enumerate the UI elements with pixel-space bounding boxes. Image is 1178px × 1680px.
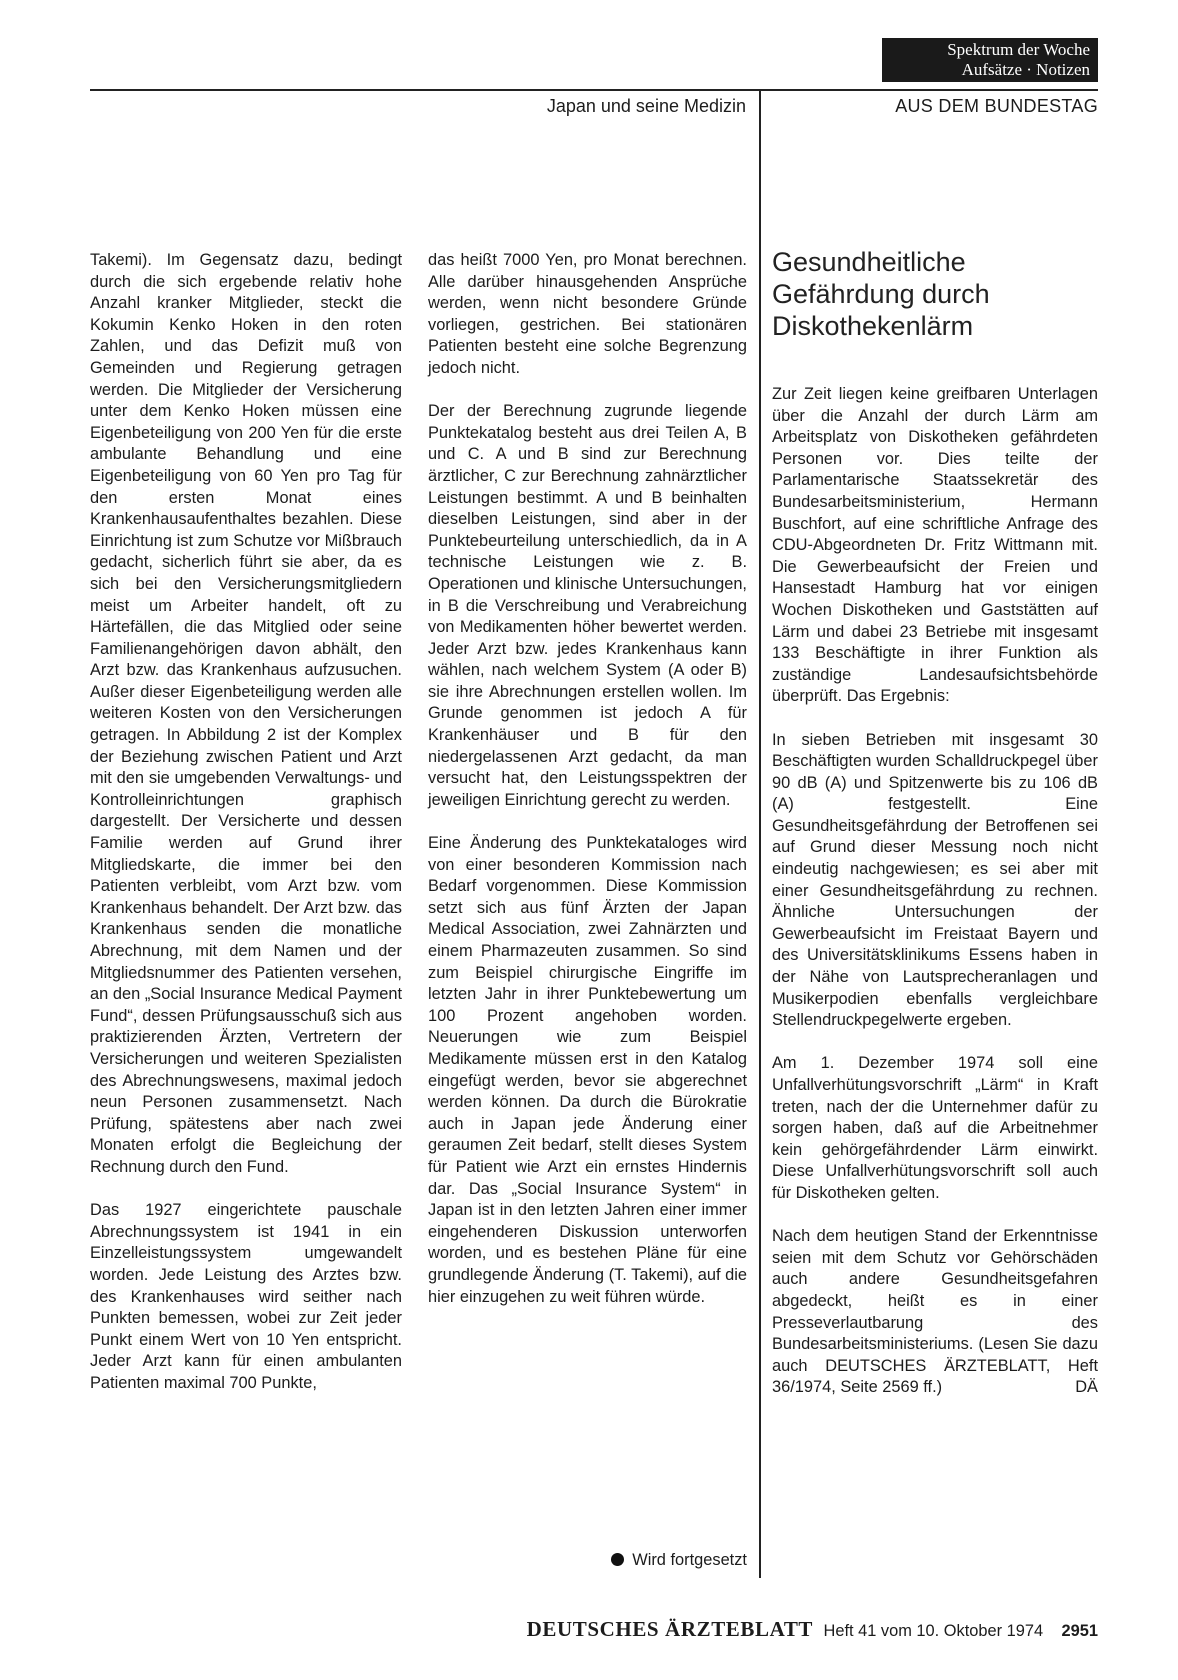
masthead: DEUTSCHES ÄRZTEBLATT [526,1617,814,1641]
author-signature: DÄ [1075,1378,1098,1397]
running-head-left: Japan und seine Medizin [546,96,746,116]
badge-line1: Spektrum der Woche [947,40,1090,59]
paragraph: In sieben Betrieben mit insgesamt 30 Beschäftigten wurden Schalldruckpegel über 90 dB (A) und Spitzenwerte bis zu 106 dB (A) festgestellt. Eine Gesundheitsgefährdung der Betroffenen sei auf Grund dieser Messung noch nicht eindeutig nachgewiesen; es sei aber mit einer Gesundheitsgefährdung zu rechnen. Ähnliche Untersuchungen der Gewerbeaufsicht im Freistaat Bayern und des Universitätsklinikums Essens haben in der Nähe von Lautsprecheranlagen und Musikerpodien ebenfalls vergleichbare Stellendruckpegelwerte ergeben. [772,730,1098,1030]
article-column-2 [428,250,747,1330]
bullet-dot-icon [611,1553,624,1566]
column-divider [759,90,761,1578]
issue-info: Heft 41 vom 10. Oktober 1974 [823,1622,1044,1640]
page-footer [440,1617,1098,1642]
article-column-3 [772,384,1098,1421]
article-title [772,246,1098,342]
paragraph: Takemi). Im Gegensatz dazu, bedingt durch die sich ergebende relativ hohe Anzahl kranker Mitglieder, steckt die Kokumin Kenko Hoken in den roten Zahlen, und das Defizit muß von Gemeinden und Regierung getragen werden. Die Mitglieder der Versicherung unter dem Kenko Hoken müssen eine Eigenbeteiligung von 200 Yen für die erste ambulante Behandlung und eine Eigenbeteiligung von 60 Yen pro Tag für den ersten Monat eines Krankenhausaufenthaltes bezahlen. Diese Einrichtung ist zum Schutze vor Mißbrauch gedacht, sicherlich führt sie aber, da es sich bei den Versicherungsmitgliedern meist um Arbeiter handelt, oft zu Härtefällen, die das Mitglied oder seine Familienangehörigen davon abhält, den Arzt bzw. das Krankenhaus aufzusuchen. Außer dieser Eigenbeteiligung werden alle weiteren Kosten von den Versicherungen getragen. In Abbildung 2 ist der Komplex der Beziehung zwischen Patient und Arzt mit den sie umgebenden Verwaltungs- und Kontrolleinrichtungen graphisch dargestellt. Der Versicherte und dessen Familie werden auf Grund ihrer Mitgliedskarte, die immer bei den Patienten verbleibt, vom Arzt bzw. vom Krankenhaus behandelt. Der Arzt bzw. das Krankenhaus senden die monatliche Abrechnung, mit dem Namen und der Mitgliedsnummer des Patienten versehen, an den „Social Insurance Medical Payment Fund“, dessen Prüfungsausschuß sich aus praktizierenden Ärzten, Vertretern der Versicherungen und weiteren Spezialisten des Abrechnungswesens, maximal jedoch neun Personen zusammensetzt. Nach Prüfung, spätestens aber nach zwei Monaten erfolgt die Begleichung der Rechnung durch den Fund. [90,251,402,1176]
paragraph: Eine Änderung des Punktekataloges wird von einer besonderen Kommission nach Bedarf vorgenommen. Diese Kommission setzt sich aus fünf Ärzten der Japan Medical Association, zwei Zahnärzten und einem Pharmazeuten zusammen. So sind zum Beispiel chirurgische Eingriffe im letzten Jahr in ihrer Punktebewertung um 100 Prozent angehoben worden. Neuerungen wie zum Beispiel Medikamente müssen erst in den Katalog eingefügt werden, bevor sie abgerechnet werden können. Da durch die Bürokratie auch in Japan jede Änderung einer geraumen Zeit bedarf, stellt dieses System für Patient wie Arzt ein ernstes Hindernis dar. Das „Social Insurance System“ in Japan ist in den letzten Jahren einer immer eingehenderen Diskussion unterworfen worden, und es bestehen Pläne für eine grundlegende Änderung (T. Takemi), auf die hier einzugehen zu weit führen würde. [428,834,747,1306]
paragraph: Der der Berechnung zugrunde liegende Punktekatalog besteht aus drei Teilen A, B und C. A und B sind zur Berechnung ärztlicher, C zur Berechnung zahnärztlicher Leistungen bestimmt. A und B beinhalten dieselben Leistungen, sind aber in der Punktebeurteilung unterschiedlich, da in A technische Leistungen wie z. B. Operationen und klinische Untersuchungen, in B die Verschreibung und Verabreichung von Medikamenten höher bewertet werden. Jeder Arzt bzw. jedes Krankenhaus kann wählen, nach welchem System (A oder B) sie ihre Abrechnungen erstellen wollen. Im Grunde genommen ist jedoch A für Krankenhäuser und B für den niedergelassenen Arzt gedacht, da man versucht hat, den Leistungsspektren der jeweiligen Einrichtung gerecht zu werden. [428,402,747,809]
paragraph: Am 1. Dezember 1974 soll eine Unfallverhütungsvorschrift „Lärm“ in Kraft treten, nach der die Unternehmer dafür zu sorgen haben, daß auf die Arbeitnehmer kein gehörgefährdender Lärm einwirkt. Diese Unfallverhütungsvorschrift soll auch für Diskotheken gelten. [772,1054,1098,1202]
paragraph: Zur Zeit liegen keine greifbaren Unterlagen über die Anzahl der durch Lärm am Arbeitsplatz von Diskotheken gefährdeten Personen vor. Dies teilte der Parlamentarische Staatssekretär des Bundesarbeitsministerium, Hermann Buschfort, auf eine schriftliche Anfrage des CDU-Abgeordneten Dr. Fritz Wittmann mit. Die Gewerbeaufsicht der Freien und Hansestadt Hamburg hat vor einigen Wochen Diskotheken und Gaststätten auf Lärm und dabei 23 Betriebe mit insgesamt 133 Beschäftigte in ihrer Funktion als zuständige Landesaufsichtsbehörde überprüft. Das Ergebnis: [772,385,1098,706]
title-line: Gesundheitliche [772,247,966,277]
continued-label: Wird fortgesetzt [632,1551,747,1569]
section-badge [882,38,1098,82]
paragraph: das heißt 7000 Yen, pro Monat berechnen. Alle darüber hinausgehenden Ansprüche werden, wenn nicht besondere Gründe vorliegen, gestrichen. Bei stationären Patienten besteht eine solche Begrenzung jedoch nicht. [428,251,747,377]
title-line: Diskothekenlärm [772,311,974,341]
page-number: 2951 [1061,1622,1098,1640]
header-rule [90,89,1098,91]
paragraph-text: Nach dem heutigen Stand der Erkenntnisse seien mit dem Schutz vor Gehörschäden auch andere Gesundheitsgefahren abgedeckt, heißt es in einer Presseverlautbarung des Bundesarbeitsministeriums. (Lesen Sie dazu auch DEUTSCHES ÄRZTEBLATT, Heft 36/1974, Seite 2569 ff.) [772,1227,1098,1397]
continued-note [575,1551,747,1570]
badge-line2: Aufsätze · Notizen [961,60,1090,79]
title-line: Gefährdung durch [772,279,990,309]
paragraph [772,1226,1098,1399]
paragraph: Das 1927 eingerichtete pauschale Abrechnungssystem ist 1941 in ein Einzelleistungssystem umgewandelt worden. Jede Leistung des Arztes bzw. des Krankenhauses wird seither nach Punkten bemessen, wobei zur Zeit jeder Punkt einem Wert von 10 Yen entspricht. Jeder Arzt kann für einen ambulanten Patienten maximal 700 Punkte, [90,1201,402,1392]
article-column-1 [90,250,402,1416]
running-head-right: AUS DEM BUNDESTAG [895,96,1098,116]
